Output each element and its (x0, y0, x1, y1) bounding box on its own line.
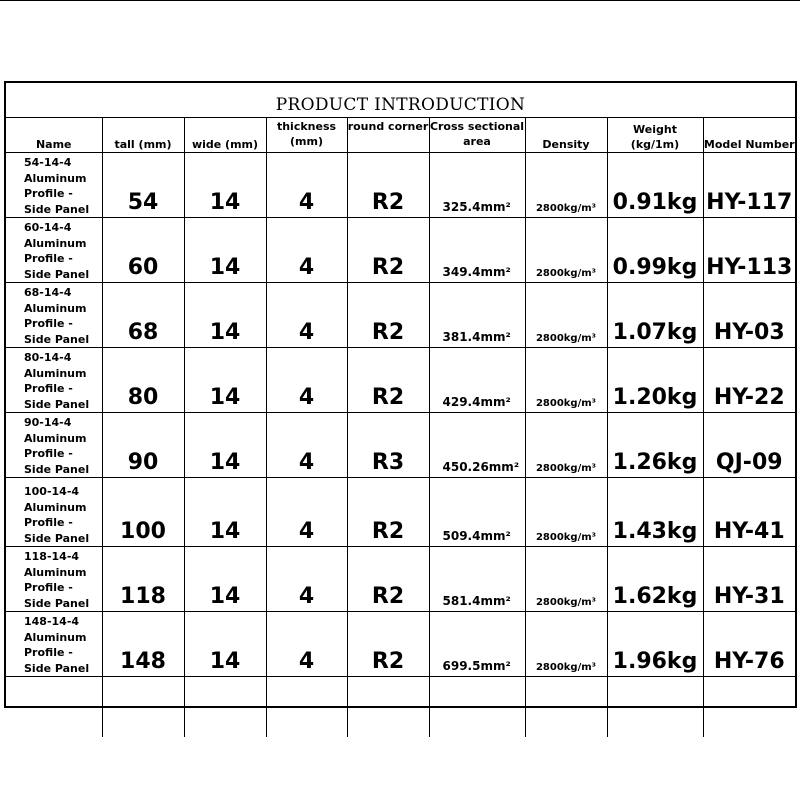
table-row (6, 153, 795, 218)
cell-cross-sectional-area: 381.4mm² (429, 283, 525, 348)
header-area-line1: Cross sectional (429, 120, 525, 133)
cell-name (6, 478, 102, 547)
name-line: 60-14-4 (24, 221, 72, 234)
name-line: 68-14-4 (24, 286, 72, 299)
name-line: 90-14-4 (24, 416, 72, 429)
empty-cell (429, 677, 525, 738)
name-line: 80-14-4 (24, 351, 72, 364)
header-thickness (266, 118, 347, 153)
table-row (6, 612, 795, 677)
cell-thickness: 4 (266, 153, 347, 218)
header-thickness-line2: (mm) (290, 135, 323, 148)
empty-cell (347, 677, 429, 738)
name-line: 54-14-4 (24, 156, 72, 169)
cell-cross-sectional-area: 581.4mm² (429, 547, 525, 612)
cell-density: 2800kg/m³ (525, 283, 607, 348)
cell-thickness: 4 (266, 478, 347, 547)
cell-density: 2800kg/m³ (525, 478, 607, 547)
cell-weight: 1.96kg (607, 612, 703, 677)
cell-model-number: HY-22 (703, 348, 795, 413)
empty-cell (525, 677, 607, 738)
cell-weight: 1.26kg (607, 413, 703, 478)
name-line: Side Panel (24, 596, 90, 610)
cell-round-corner: R2 (347, 153, 429, 218)
name-line: Aluminum (24, 301, 87, 315)
name-line: Aluminum (24, 236, 87, 250)
cell-weight: 1.07kg (607, 283, 703, 348)
cell-weight: 1.20kg (607, 348, 703, 413)
cell-name (6, 348, 102, 413)
cell-cross-sectional-area: 349.4mm² (429, 218, 525, 283)
name-line: Profile - (24, 516, 73, 529)
cell-tall: 148 (102, 612, 184, 677)
page-title: PRODUCT INTRODUCTION (275, 95, 526, 115)
cell-cross-sectional-area: 429.4mm² (429, 348, 525, 413)
name-line: Aluminum (24, 431, 87, 445)
cell-tall: 100 (102, 478, 184, 547)
cell-name (6, 153, 102, 218)
name-line: Aluminum (24, 171, 87, 185)
header-tall: tall (mm) (102, 118, 184, 153)
cell-wide: 14 (184, 478, 266, 547)
cell-wide: 14 (184, 348, 266, 413)
cell-model-number: HY-117 (703, 153, 795, 218)
header-thickness-line1: thickness (276, 120, 337, 133)
cell-name (6, 413, 102, 478)
cell-model-number: HY-31 (703, 547, 795, 612)
name-line: Side Panel (24, 397, 90, 411)
cell-thickness: 4 (266, 612, 347, 677)
cell-name (6, 218, 102, 283)
header-cross-sectional-area (429, 118, 525, 153)
cell-cross-sectional-area: 509.4mm² (429, 478, 525, 547)
empty-cell (607, 677, 703, 738)
name-line: Profile - (24, 646, 73, 659)
name-line: Aluminum (24, 500, 87, 514)
cell-round-corner: R2 (347, 547, 429, 612)
cell-weight: 0.91kg (607, 153, 703, 218)
cell-tall: 118 (102, 547, 184, 612)
name-line: Side Panel (24, 462, 90, 476)
table-row (6, 547, 795, 612)
cell-round-corner: R2 (347, 612, 429, 677)
name-line: Profile - (24, 447, 73, 460)
cell-round-corner: R2 (347, 478, 429, 547)
cell-thickness: 4 (266, 348, 347, 413)
cell-density: 2800kg/m³ (525, 612, 607, 677)
cell-name (6, 283, 102, 348)
cell-wide: 14 (184, 547, 266, 612)
header-area-line2: area (463, 135, 491, 148)
cell-wide: 14 (184, 218, 266, 283)
header-row (6, 118, 795, 153)
name-line: Side Panel (24, 267, 90, 281)
product-table (6, 117, 795, 737)
table-row (6, 413, 795, 478)
name-line: Side Panel (24, 661, 90, 675)
cell-thickness: 4 (266, 218, 347, 283)
name-line: 118-14-4 (24, 550, 80, 563)
name-line: 100-14-4 (24, 485, 80, 498)
cell-round-corner: R2 (347, 348, 429, 413)
header-density: Density (525, 118, 607, 153)
cell-tall: 60 (102, 218, 184, 283)
cell-density: 2800kg/m³ (525, 218, 607, 283)
cell-wide: 14 (184, 153, 266, 218)
cell-model-number: QJ-09 (703, 413, 795, 478)
cell-cross-sectional-area: 325.4mm² (429, 153, 525, 218)
cell-tall: 80 (102, 348, 184, 413)
name-line: 148-14-4 (24, 615, 80, 628)
cell-density: 2800kg/m³ (525, 348, 607, 413)
cell-model-number: HY-76 (703, 612, 795, 677)
product-table-sheet (4, 81, 797, 708)
cell-wide: 14 (184, 283, 266, 348)
cell-model-number: HY-113 (703, 218, 795, 283)
name-line: Profile - (24, 581, 73, 594)
cell-wide: 14 (184, 413, 266, 478)
table-row (6, 348, 795, 413)
table-row (6, 218, 795, 283)
name-line: Side Panel (24, 202, 90, 216)
cell-model-number: HY-41 (703, 478, 795, 547)
cell-round-corner: R3 (347, 413, 429, 478)
header-name: Name (6, 118, 102, 153)
header-wide: wide (mm) (184, 118, 266, 153)
cell-thickness: 4 (266, 283, 347, 348)
cell-cross-sectional-area: 450.26mm² (429, 413, 525, 478)
cell-round-corner: R2 (347, 218, 429, 283)
header-round-corner: round corner (347, 118, 429, 153)
cell-weight: 0.99kg (607, 218, 703, 283)
table-row (6, 283, 795, 348)
cell-weight: 1.43kg (607, 478, 703, 547)
name-line: Side Panel (24, 531, 90, 545)
cell-tall: 90 (102, 413, 184, 478)
cell-density: 2800kg/m³ (525, 547, 607, 612)
top-divider (0, 0, 800, 1)
cell-density: 2800kg/m³ (525, 153, 607, 218)
empty-cell (102, 677, 184, 738)
name-line: Aluminum (24, 366, 87, 380)
empty-row (6, 677, 795, 738)
empty-cell (6, 677, 102, 738)
empty-cell (703, 677, 795, 738)
empty-cell (184, 677, 266, 738)
name-line: Profile - (24, 187, 73, 200)
cell-weight: 1.62kg (607, 547, 703, 612)
name-line: Profile - (24, 382, 73, 395)
cell-thickness: 4 (266, 547, 347, 612)
cell-model-number: HY-03 (703, 283, 795, 348)
header-weight-line2: (kg/1m) (630, 138, 680, 151)
cell-tall: 54 (102, 153, 184, 218)
name-line: Side Panel (24, 332, 90, 346)
empty-cell (266, 677, 347, 738)
cell-cross-sectional-area: 699.5mm² (429, 612, 525, 677)
cell-round-corner: R2 (347, 283, 429, 348)
name-line: Aluminum (24, 630, 87, 644)
cell-tall: 68 (102, 283, 184, 348)
name-line: Profile - (24, 317, 73, 330)
header-weight (607, 118, 703, 153)
header-model-number: Model Number (703, 118, 795, 153)
cell-density: 2800kg/m³ (525, 413, 607, 478)
cell-wide: 14 (184, 612, 266, 677)
cell-thickness: 4 (266, 413, 347, 478)
header-weight-line1: Weight (633, 123, 677, 136)
cell-name (6, 547, 102, 612)
table-row (6, 478, 795, 547)
cell-name (6, 612, 102, 677)
name-line: Profile - (24, 252, 73, 265)
name-line: Aluminum (24, 565, 87, 579)
